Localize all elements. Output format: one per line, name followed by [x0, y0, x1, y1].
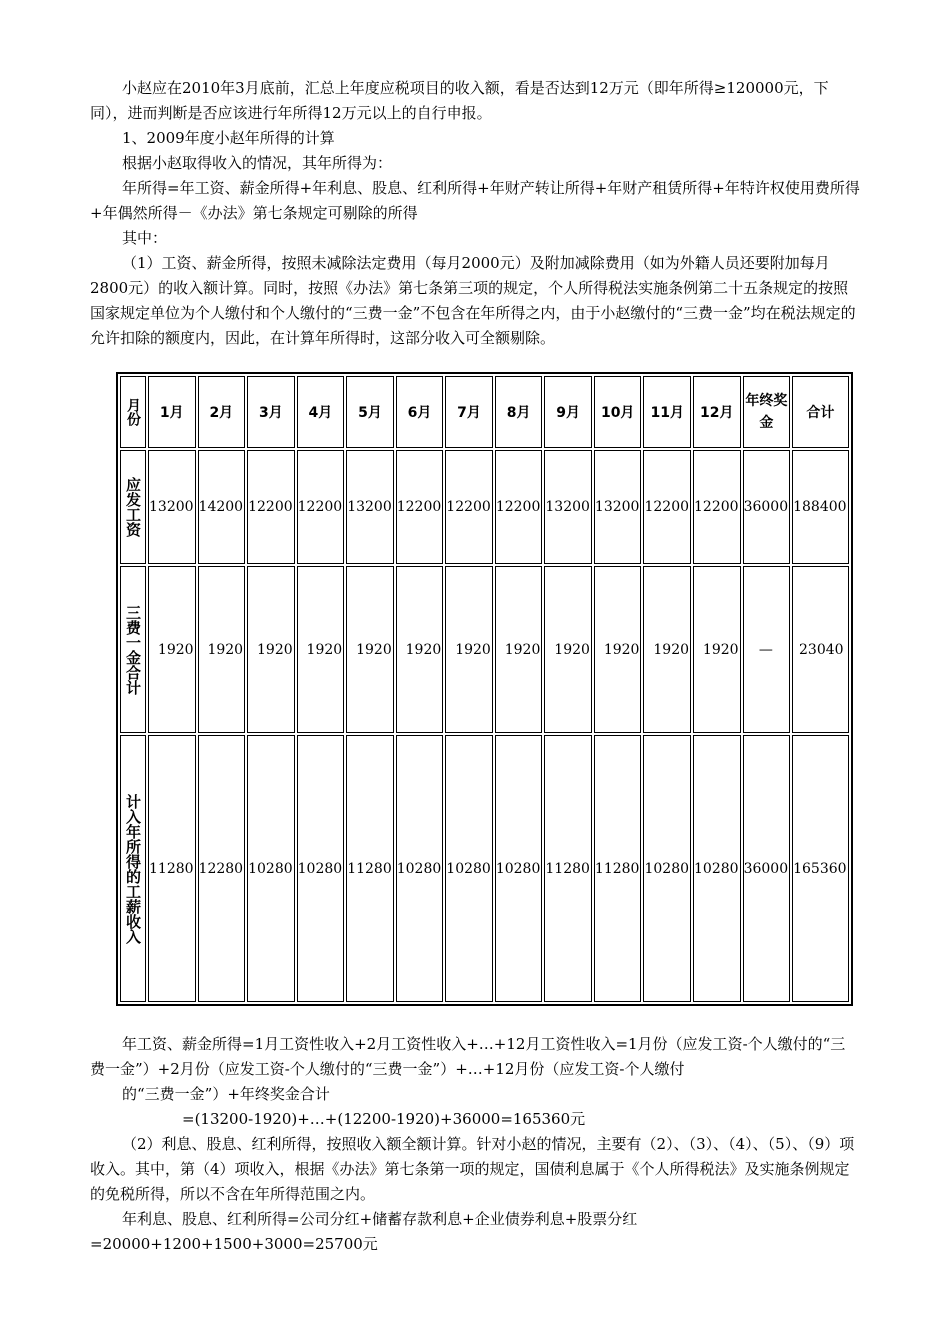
table-cell: 23040 [792, 566, 848, 733]
table-cell: 12200 [247, 450, 295, 564]
table-cell: 13200 [346, 450, 394, 564]
table-row [120, 735, 849, 1002]
table-cell: 1920 [346, 566, 394, 733]
table-cell: 1920 [148, 566, 196, 733]
header-cell: 年终奖金 [743, 376, 791, 448]
table-cell: 1920 [495, 566, 543, 733]
table-cell: 12200 [643, 450, 691, 564]
formula-result: =20000+1200+1500+3000=25700元 [90, 1235, 378, 1253]
table-cell: 12200 [693, 450, 741, 564]
header-cell: 9月 [544, 376, 592, 448]
header-cell: 7月 [445, 376, 493, 448]
table-cell: 1920 [594, 566, 642, 733]
formula-paragraph: 年工资、薪金所得=1月工资性收入+2月工资性收入+…+12月工资性收入=1月份（应发工资-个人缴付的“三费一金”）+2月份（应发工资-个人缴付的“三费一金”）+…+12月份（应发工资-个人缴付 [90, 1035, 846, 1078]
header-cell: 12月 [693, 376, 741, 448]
table-cell: 10280 [247, 735, 295, 1002]
header-cell: 1月 [148, 376, 196, 448]
table-cell: 13200 [148, 450, 196, 564]
header-cell: 合计 [792, 376, 848, 448]
formula-paragraph: 年利息、股息、红利所得=公司分红+储蓄存款利息+企业债券利息+股票分红 [122, 1210, 638, 1228]
paragraph: 根据小赵取得收入的情况，其年所得为： [122, 154, 393, 172]
table-cell: 12280 [198, 735, 246, 1002]
header-cell: 3月 [247, 376, 295, 448]
formula-paragraph: 年所得=年工资、薪金所得+年利息、股息、红利所得+年财产转让所得+年财产租赁所得+年特许权使用费所得+年偶然所得－《办法》第七条规定可剔除的所得 [90, 179, 860, 222]
header-cell: 8月 [495, 376, 543, 448]
paragraph-item-2: （2）利息、股息、红利所得，按照收入额全额计算。针对小赵的情况，主要有（2）、（3）、（4）、（5）、（9）项收入。其中，第（4）项收入，根据《办法》第七条第一项的规定，国债利息属于《个人所得税法》及实施条例规定的免税所得，所以不含在年所得范围之内。 [90, 1135, 855, 1203]
table-cell: 14200 [198, 450, 246, 564]
table-cell: 10280 [693, 735, 741, 1002]
header-cell: 5月 [346, 376, 394, 448]
table-cell: 11280 [544, 735, 592, 1002]
table-cell: 10280 [643, 735, 691, 1002]
table-cell: 1920 [396, 566, 444, 733]
salary-table [116, 372, 853, 1006]
row-label: 计入年所得的工薪收入 [120, 735, 146, 1002]
table-cell: 10280 [396, 735, 444, 1002]
table-cell: 1920 [643, 566, 691, 733]
header-cell: 11月 [643, 376, 691, 448]
table-cell: 11280 [594, 735, 642, 1002]
paragraph-intro: 小赵应在2010年3月底前，汇总上年度应税项目的收入额，看是否达到12万元（即年所得≥120000元，下同），进而判断是否应该进行年所得12万元以上的自行申报。 [90, 79, 829, 122]
header-cell: 2月 [198, 376, 246, 448]
table-cell: 10280 [297, 735, 345, 1002]
row-label: 应发工资 [120, 450, 146, 564]
section-heading: 1、2009年度小赵年所得的计算 [122, 129, 335, 147]
header-cell: 6月 [396, 376, 444, 448]
paragraph: 其中： [122, 229, 168, 247]
table-corner-cell: 月份 [120, 376, 146, 448]
table-cell: 13200 [594, 450, 642, 564]
table-cell: 1920 [297, 566, 345, 733]
table-cell: 1920 [198, 566, 246, 733]
formula-continuation: 的“三费一金”）+年终奖金合计 [122, 1085, 330, 1103]
row-label: 三费一金合计 [120, 566, 146, 733]
table-cell: 12200 [495, 450, 543, 564]
table-cell: 1920 [247, 566, 295, 733]
table-cell: 1920 [445, 566, 493, 733]
table-cell: 11280 [346, 735, 394, 1002]
table-cell: 10280 [495, 735, 543, 1002]
table-cell: 12200 [445, 450, 493, 564]
table-cell: 12200 [297, 450, 345, 564]
table-cell: 12200 [396, 450, 444, 564]
table-cell: 36000 [743, 450, 791, 564]
table-row [120, 450, 849, 564]
formula-result: =(13200-1920)+…+(12200-1920)+36000=165360元 [182, 1110, 586, 1128]
table-cell: 13200 [544, 450, 592, 564]
table-row [120, 566, 849, 733]
header-cell: 10月 [594, 376, 642, 448]
table-header-row [120, 376, 849, 448]
table-cell: 10280 [445, 735, 493, 1002]
table-cell: 36000 [743, 735, 791, 1002]
paragraph-item-1: （1）工资、薪金所得，按照未减除法定费用（每月2000元）及附加减除费用（如为外籍人员还要附加每月2800元）的收入额计算。同时，按照《办法》第七条第三项的规定，个人所得税法实施条例第二十五条规定的按照国家规定单位为个人缴付和个人缴付的“三费一金”不包含在年所得之内，由于小赵缴付的“三费一金”均在税法规定的允许扣除的额度内，因此，在计算年所得时，这部分收入可全额剔除。 [90, 254, 856, 347]
table-cell: — [743, 566, 791, 733]
table-cell: 1920 [693, 566, 741, 733]
table-cell: 165360 [792, 735, 848, 1002]
header-cell: 4月 [297, 376, 345, 448]
table-cell: 188400 [792, 450, 848, 564]
table-cell: 1920 [544, 566, 592, 733]
table-cell: 11280 [148, 735, 196, 1002]
